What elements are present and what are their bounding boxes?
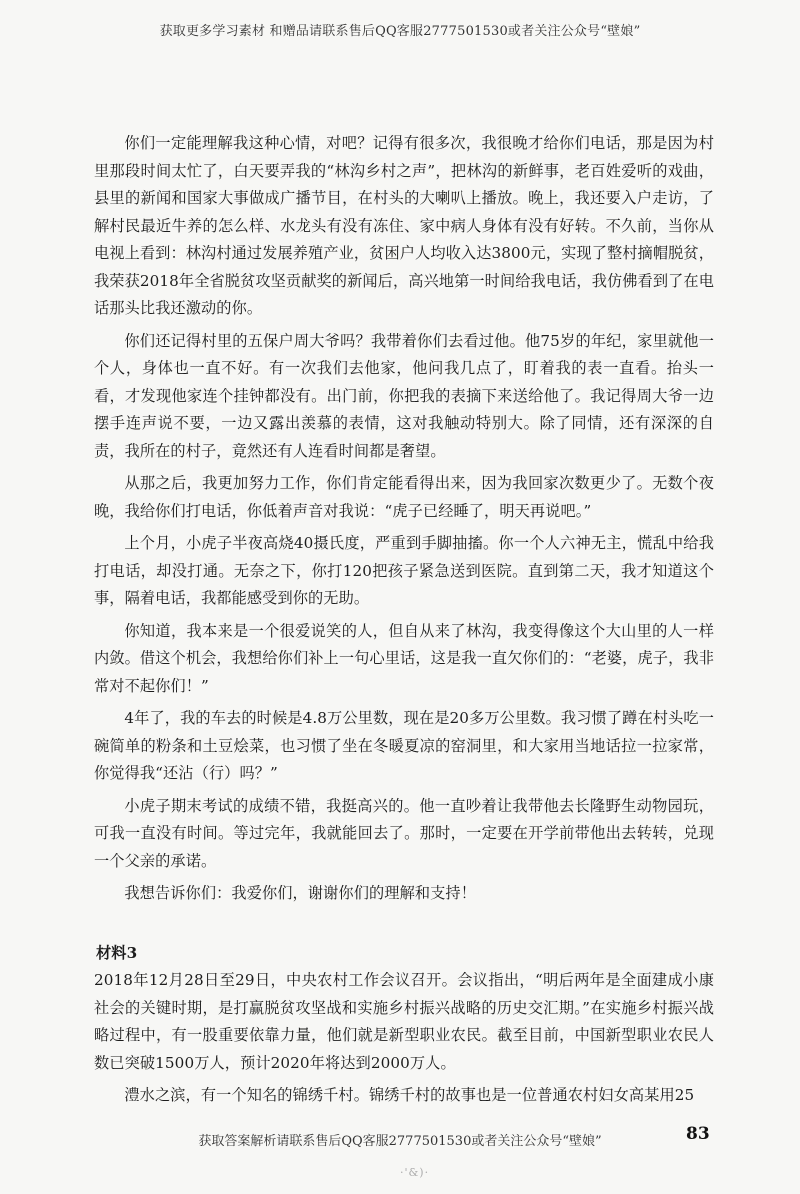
scan-noise: ·'&)· xyxy=(400,1166,430,1179)
paragraph: 2018年12月28日至29日，中央农村工作会议召开。会议指出，“明后两年是全面建成小康社会的关键时期，是打赢脱贫攻坚战和实施乡村振兴战略的历史交汇期。”在实施乡村振兴战略过程中，有一股重要依靠力量，他们就是新型职业农民。截至目前，中国新型职业农民人数已突破1500万人，预计2020年将达到2000万人。 xyxy=(94,971,714,1072)
section-title: 材料3 xyxy=(96,943,138,962)
paragraph: 你们还记得村里的五保户周大爷吗？我带着你们去看过他。他75岁的年纪，家里就他一个人，身体也一直不好。有一次我们去他家，他问我几点了，盯着我的表一直看。抬头一看，才发现他家连个挂钟都没有。出门前，你把我的表摘下来送给他了。我记得周大爷一边摆手连声说不要，一边又露出羡慕的表情，这对我触动特别大。除了同情，还有深深的自责，我所在的村子，竟然还有人连看时间都是奢望。 xyxy=(94,331,714,460)
paragraph: 上个月，小虎子半夜高烧40摄氏度，严重到手脚抽搐。你一个人六神无主，慌乱中给我打电话，却没打通。无奈之下，你打120把孩子紧急送到医院。直到第二天，我才知道这个事，隔着电话，我都能感受到你的无助。 xyxy=(94,534,714,607)
page-footer: 获取答案解析请联系售后QQ客服2777501530或者关注公众号“壁娘” xyxy=(198,1134,602,1149)
paragraph: 你们一定能理解我这种心情，对吧？记得有很多次，我很晚才给你们电话，那是因为村里那段时间太忙了，白天要弄我的“林沟乡村之声”，把林沟的新鲜事，老百姓爱听的戏曲，县里的新闻和国家大事做成广播节目，在村头的大喇叭上播放。晚上，我还要入户走访，了解村民最近牛养的怎么样、水龙头有没有冻住、家中病人身体有没有好转。不久前，当你从电视上看到：林沟村通过发展养殖产业，贫困户人均收入达3800元，实现了整村摘帽脱贫，我荣获2018年全省脱贫攻坚贡献奖的新闻后，高兴地第一时间给我电话，我仿佛看到了在电话那头比我还激动的你。 xyxy=(94,134,714,317)
article-body xyxy=(94,130,714,1115)
paragraph: 小虎子期末考试的成绩不错，我挺高兴的。他一直吵着让我带他去长隆野生动物园玩，可我一直没有时间。等过完年，我就能回去了。那时，一定要在开学前带他出去转转，兑现一个父亲的承诺。 xyxy=(94,796,714,870)
paragraph: 4年了，我的车去的时候是4.8万公里数，现在是20多万公里数。我习惯了蹲在村头吃一碗简单的粉条和土豆烩菜，也习惯了坐在冬暖夏凉的窑洞里，和大家用当地话拉一拉家常，你觉得我“还沾（行）吗？” xyxy=(94,709,714,782)
paragraph: 我想告诉你们：我爱你们，谢谢你们的理解和支持！ xyxy=(124,884,477,902)
page-number: 83 xyxy=(686,1124,710,1144)
paragraph: 澧水之滨，有一个知名的锦绣千村。锦绣千村的故事也是一位普通农村妇女高某用25 xyxy=(124,1086,695,1104)
paragraph: 从那之后，我更加努力工作，你们肯定能看得出来，因为我回家次数更少了。无数个夜晚，我给你们打电话，你低着声音对我说：“虎子已经睡了，明天再说吧。” xyxy=(94,474,714,520)
page-header: 获取更多学习素材 和赠品请联系售后QQ客服2777501530或者关注公众号“壁娘” xyxy=(159,24,641,39)
paragraph: 你知道，我本来是一个很爱说笑的人，但自从来了林沟，我变得像这个大山里的人一样内敛。借这个机会，我想给你们补上一句心里话，这是我一直欠你们的：“老婆，虎子，我非常对不起你们！” xyxy=(94,621,714,695)
